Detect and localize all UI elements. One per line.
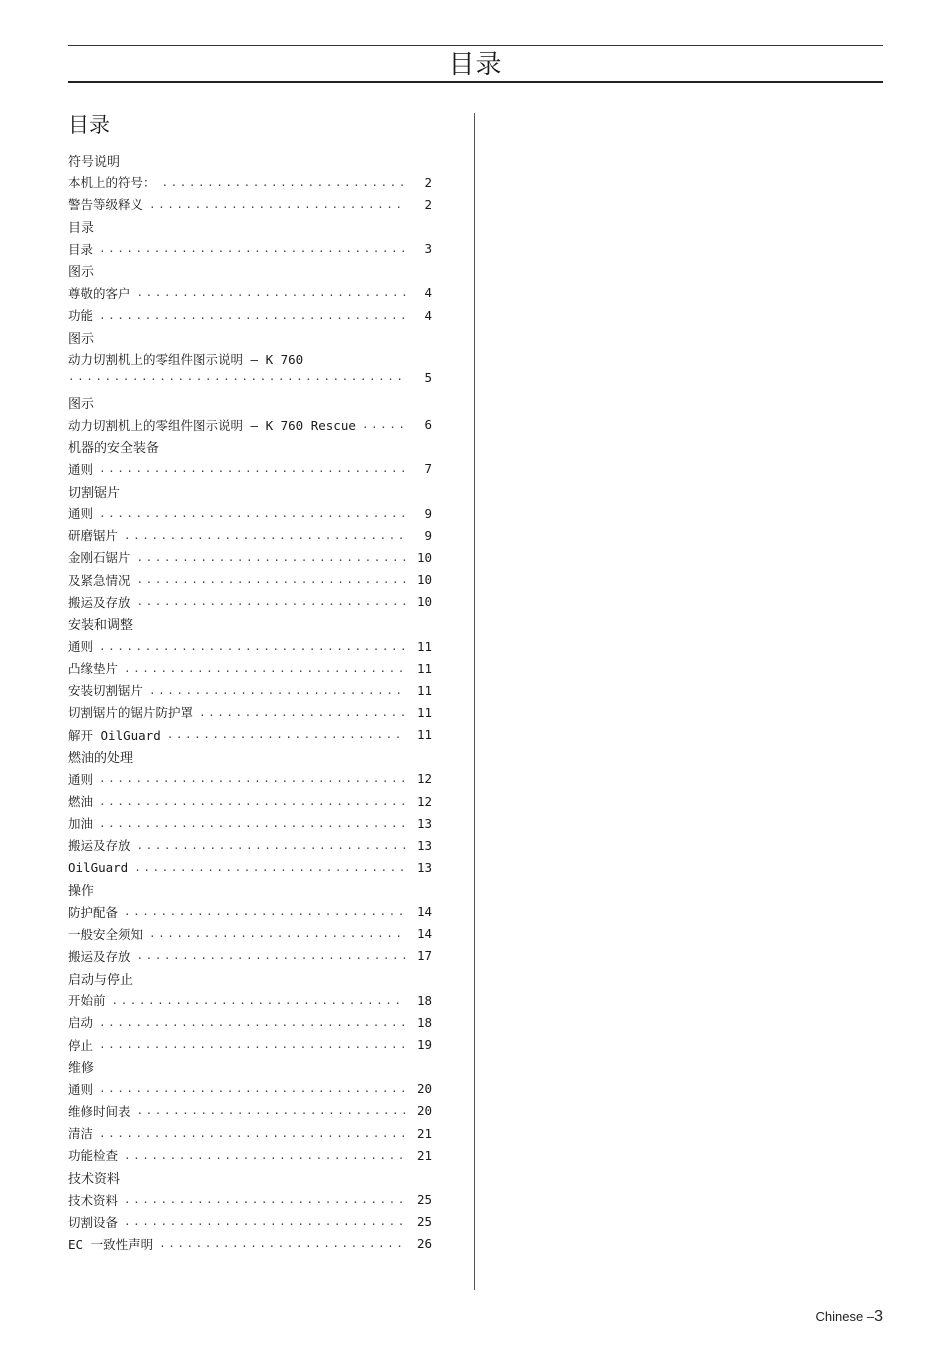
toc-entry-label: 燃油 bbox=[68, 794, 94, 809]
toc-entry-label: EC 一致性声明 bbox=[68, 1236, 154, 1252]
toc-entry[interactable] bbox=[68, 1078, 432, 1100]
toc-entry[interactable] bbox=[68, 901, 432, 923]
toc-entry-page: 18 bbox=[416, 1014, 432, 1030]
toc-section-label: 启动与停止 bbox=[68, 972, 134, 988]
toc-section-heading bbox=[68, 149, 432, 171]
toc-dot-leader bbox=[99, 309, 406, 322]
toc-dot-leader bbox=[99, 242, 406, 255]
toc-entry-page: 10 bbox=[416, 572, 432, 588]
toc-entry-page: 14 bbox=[416, 926, 432, 942]
toc-dot-leader bbox=[99, 772, 406, 785]
toc-entry-label: 搬运及存放 bbox=[68, 594, 131, 610]
toc-entry-label: 研磨锯片 bbox=[68, 528, 119, 544]
toc-entry-page: 4 bbox=[424, 307, 432, 323]
toc-dot-leader bbox=[137, 839, 406, 852]
toc-section-label: 维修 bbox=[68, 1061, 95, 1077]
toc-entry-page: 25 bbox=[416, 1214, 432, 1230]
toc-entry[interactable] bbox=[68, 304, 432, 326]
toc-entry-page: 19 bbox=[416, 1037, 432, 1053]
toc-entry-label: 通则 bbox=[68, 506, 94, 522]
toc-entry-label: 动力切割机上的零组件图示说明 — K 760 bbox=[68, 352, 304, 368]
toc-entry-label: OilGuard bbox=[68, 859, 129, 875]
toc-dot-leader bbox=[99, 1038, 406, 1051]
toc-section-label: 目录 bbox=[68, 220, 95, 236]
footer-language: Chinese bbox=[815, 1309, 864, 1324]
toc-entry[interactable] bbox=[68, 282, 432, 304]
toc-entry-label: 一般安全须知 bbox=[68, 926, 144, 942]
toc-dot-leader bbox=[134, 861, 406, 874]
toc-entry-label: 目录 bbox=[68, 241, 94, 257]
toc-section-label: 安装和调整 bbox=[68, 618, 134, 634]
toc-entry[interactable] bbox=[68, 1233, 432, 1255]
toc-entry[interactable] bbox=[68, 1122, 432, 1144]
toc-section-heading bbox=[68, 480, 432, 502]
toc-entry-page: 20 bbox=[416, 1081, 432, 1097]
toc-dot-leader bbox=[137, 551, 406, 564]
toc-entry-label: 通则 bbox=[68, 461, 94, 477]
toc-entry-label: 解开 OilGuard bbox=[68, 727, 161, 743]
toc-dot-leader bbox=[99, 462, 406, 475]
toc-dot-leader bbox=[167, 728, 406, 741]
footer-page-number: 3 bbox=[874, 1308, 883, 1325]
toc-entry-page: 13 bbox=[416, 837, 432, 853]
toc-entry[interactable] bbox=[68, 856, 432, 878]
toc-section-heading bbox=[68, 436, 432, 458]
toc-entry-page: 25 bbox=[416, 1192, 432, 1208]
toc-dot-leader bbox=[124, 905, 406, 918]
toc-dot-leader bbox=[149, 684, 406, 697]
toc-entry[interactable] bbox=[68, 524, 432, 546]
toc-dot-leader bbox=[137, 595, 406, 608]
toc-entry-label: 通则 bbox=[68, 639, 94, 655]
toc-section-heading bbox=[68, 326, 432, 348]
toc-entry-page: 12 bbox=[416, 793, 432, 809]
toc-entry[interactable] bbox=[68, 724, 432, 746]
toc-entry[interactable] bbox=[68, 812, 432, 834]
toc-dot-leader bbox=[99, 1127, 406, 1140]
toc-section-heading bbox=[68, 879, 432, 901]
toc-entry-page: 14 bbox=[416, 904, 432, 920]
toc-entry-label: 停止 bbox=[68, 1037, 94, 1053]
toc-entry-page: 4 bbox=[424, 285, 432, 301]
toc-dot-leader bbox=[199, 706, 406, 719]
toc-section-heading bbox=[68, 215, 432, 237]
toc-entry-label: 警告等级释义 bbox=[68, 197, 144, 213]
toc-section-heading bbox=[68, 391, 432, 413]
toc-dot-leader bbox=[137, 573, 406, 586]
toc-entry[interactable] bbox=[68, 679, 432, 701]
table-of-contents bbox=[68, 149, 432, 1255]
toc-entry-page: 13 bbox=[416, 815, 432, 831]
toc-dot-leader bbox=[137, 286, 406, 299]
toc-entry[interactable] bbox=[68, 546, 432, 568]
toc-dot-leader bbox=[124, 529, 406, 542]
toc-entry-label: 功能 bbox=[68, 308, 94, 324]
toc-entry-label: 凸缘垫片 bbox=[68, 661, 119, 677]
toc-entry-page: 11 bbox=[416, 704, 432, 720]
toc-entry-page: 10 bbox=[416, 594, 432, 610]
toc-entry-label: 清洁 bbox=[68, 1126, 94, 1142]
toc-section-label: 图示 bbox=[68, 396, 95, 412]
toc-section-heading bbox=[68, 967, 432, 989]
toc-entry[interactable] bbox=[68, 923, 432, 945]
toc-dot-leader bbox=[137, 1104, 406, 1117]
toc-entry[interactable] bbox=[68, 171, 432, 193]
toc-entry-label: 技术资料 bbox=[68, 1192, 119, 1208]
toc-entry[interactable] bbox=[68, 348, 432, 370]
toc-section-heading bbox=[68, 613, 432, 635]
toc-dot-leader bbox=[149, 198, 406, 211]
toc-entry-page: 9 bbox=[424, 527, 432, 543]
toc-section-label: 燃油的处理 bbox=[68, 751, 134, 767]
toc-section-heading bbox=[68, 260, 432, 282]
toc-entry-page: 18 bbox=[416, 992, 432, 1008]
toc-entry-label: 通则 bbox=[68, 1081, 94, 1097]
toc-entry[interactable] bbox=[68, 768, 432, 790]
toc-section-label: 机器的安全装备 bbox=[68, 441, 160, 457]
toc-entry[interactable] bbox=[68, 790, 432, 812]
toc-section-label: 符号说明 bbox=[68, 154, 121, 170]
toc-section-label: 切割锯片 bbox=[68, 485, 121, 501]
toc-entry-label: 开始前 bbox=[68, 993, 106, 1009]
toc-entry[interactable] bbox=[68, 1144, 432, 1166]
toc-dot-leader bbox=[99, 1016, 406, 1029]
toc-entry-page: 2 bbox=[424, 174, 432, 190]
toc-entry-page: 17 bbox=[416, 948, 432, 964]
toc-entry[interactable] bbox=[68, 1011, 432, 1033]
toc-entry-page: 5 bbox=[424, 370, 432, 386]
toc-entry-label: 通则 bbox=[68, 771, 94, 787]
header-rule-bottom bbox=[68, 81, 883, 83]
toc-entry-page: 26 bbox=[416, 1236, 432, 1252]
toc-entry-label: 金刚石锯片 bbox=[68, 550, 131, 566]
toc-entry-page: 20 bbox=[416, 1103, 432, 1119]
toc-entry-page: 11 bbox=[416, 682, 432, 698]
toc-dot-leader bbox=[124, 1149, 406, 1162]
toc-entry-page: 21 bbox=[416, 1147, 432, 1163]
toc-entry[interactable] bbox=[68, 569, 432, 591]
toc-dot-leader bbox=[124, 1215, 406, 1228]
toc-entry[interactable] bbox=[68, 701, 432, 723]
toc-entry-page: 3 bbox=[424, 241, 432, 257]
toc-section-heading bbox=[68, 1166, 432, 1188]
toc-entry-label: 本机上的符号： bbox=[68, 175, 156, 191]
toc-entry-page: 6 bbox=[424, 417, 432, 433]
toc-entry[interactable] bbox=[68, 1100, 432, 1122]
toc-entry-label: 尊敬的客户 bbox=[68, 285, 131, 301]
toc-entry-label: 启动 bbox=[68, 1015, 94, 1031]
toc-dot-leader bbox=[159, 1237, 406, 1250]
toc-entry[interactable] bbox=[68, 834, 432, 856]
toc-entry-label: 动力切割机上的零组件图示说明 — K 760 Rescue bbox=[68, 417, 356, 433]
toc-entry[interactable] bbox=[68, 414, 432, 436]
toc-entry-page: 13 bbox=[416, 859, 432, 875]
toc-entry[interactable] bbox=[68, 989, 432, 1011]
toc-entry[interactable] bbox=[68, 193, 432, 215]
toc-entry-label: 功能检查 bbox=[68, 1148, 119, 1164]
toc-entry[interactable] bbox=[68, 635, 432, 657]
toc-section-heading bbox=[68, 1056, 432, 1078]
toc-entry-page: 11 bbox=[416, 638, 432, 654]
toc-entry-page: 9 bbox=[424, 505, 432, 521]
toc-entry[interactable] bbox=[68, 1188, 432, 1210]
toc-entry-continuation[interactable] bbox=[68, 370, 432, 386]
toc-entry-page: 2 bbox=[424, 196, 432, 212]
toc-entry-page: 21 bbox=[416, 1125, 432, 1141]
toc-entry-label: 安装切割锯片 bbox=[68, 683, 144, 699]
toc-entry-label: 切割设备 bbox=[68, 1214, 119, 1230]
toc-entry-label: 搬运及存放 bbox=[68, 948, 131, 964]
toc-entry-page: 7 bbox=[424, 461, 432, 477]
toc-entry[interactable] bbox=[68, 657, 432, 679]
toc-entry[interactable] bbox=[68, 945, 432, 967]
toc-entry-page: 12 bbox=[416, 771, 432, 787]
toc-dot-leader bbox=[112, 994, 406, 1007]
toc-section-heading bbox=[68, 746, 432, 768]
footer-separator: – bbox=[866, 1309, 875, 1324]
toc-dot-leader bbox=[124, 662, 406, 675]
toc-dot-leader bbox=[99, 817, 406, 830]
toc-dot-leader bbox=[68, 370, 406, 383]
toc-entry[interactable] bbox=[68, 1211, 432, 1233]
toc-entry[interactable] bbox=[68, 1033, 432, 1055]
toc-entry-label: 切割锯片的锯片防护罩 bbox=[68, 705, 194, 721]
toc-dot-leader bbox=[99, 640, 406, 653]
toc-entry-label: 防护配备 bbox=[68, 904, 119, 920]
toc-section-label: 技术资料 bbox=[68, 1171, 121, 1187]
toc-section-label: 图示 bbox=[68, 331, 95, 347]
toc-dot-leader bbox=[124, 1193, 406, 1206]
toc-entry[interactable] bbox=[68, 502, 432, 524]
header-rule-top bbox=[68, 45, 883, 46]
toc-dot-leader bbox=[362, 418, 406, 431]
toc-entry-page: 10 bbox=[416, 549, 432, 565]
toc-entry-label: 搬运及存放 bbox=[68, 838, 131, 854]
toc-entry-page: 11 bbox=[416, 660, 432, 676]
toc-entry[interactable] bbox=[68, 238, 432, 260]
toc-entry-label: 维修时间表 bbox=[68, 1103, 131, 1119]
toc-dot-leader bbox=[99, 507, 406, 520]
toc-dot-leader bbox=[99, 1082, 406, 1095]
toc-dot-leader bbox=[149, 927, 406, 940]
toc-section-label: 图示 bbox=[68, 265, 95, 281]
toc-section-label: 操作 bbox=[68, 884, 95, 900]
page-header-title: 目录 bbox=[448, 50, 503, 80]
toc-entry-label: 及紧急情况 bbox=[68, 572, 131, 588]
toc-entry-label: 加油 bbox=[68, 816, 94, 832]
toc-dot-leader bbox=[137, 949, 406, 962]
toc-entry[interactable] bbox=[68, 591, 432, 613]
column-divider bbox=[474, 113, 475, 1290]
page-footer bbox=[816, 1307, 883, 1327]
toc-entry-page: 11 bbox=[416, 727, 432, 743]
toc-heading: 目录 bbox=[68, 113, 110, 137]
toc-dot-leader bbox=[162, 176, 406, 189]
toc-entry[interactable] bbox=[68, 458, 432, 480]
toc-dot-leader bbox=[99, 795, 406, 808]
